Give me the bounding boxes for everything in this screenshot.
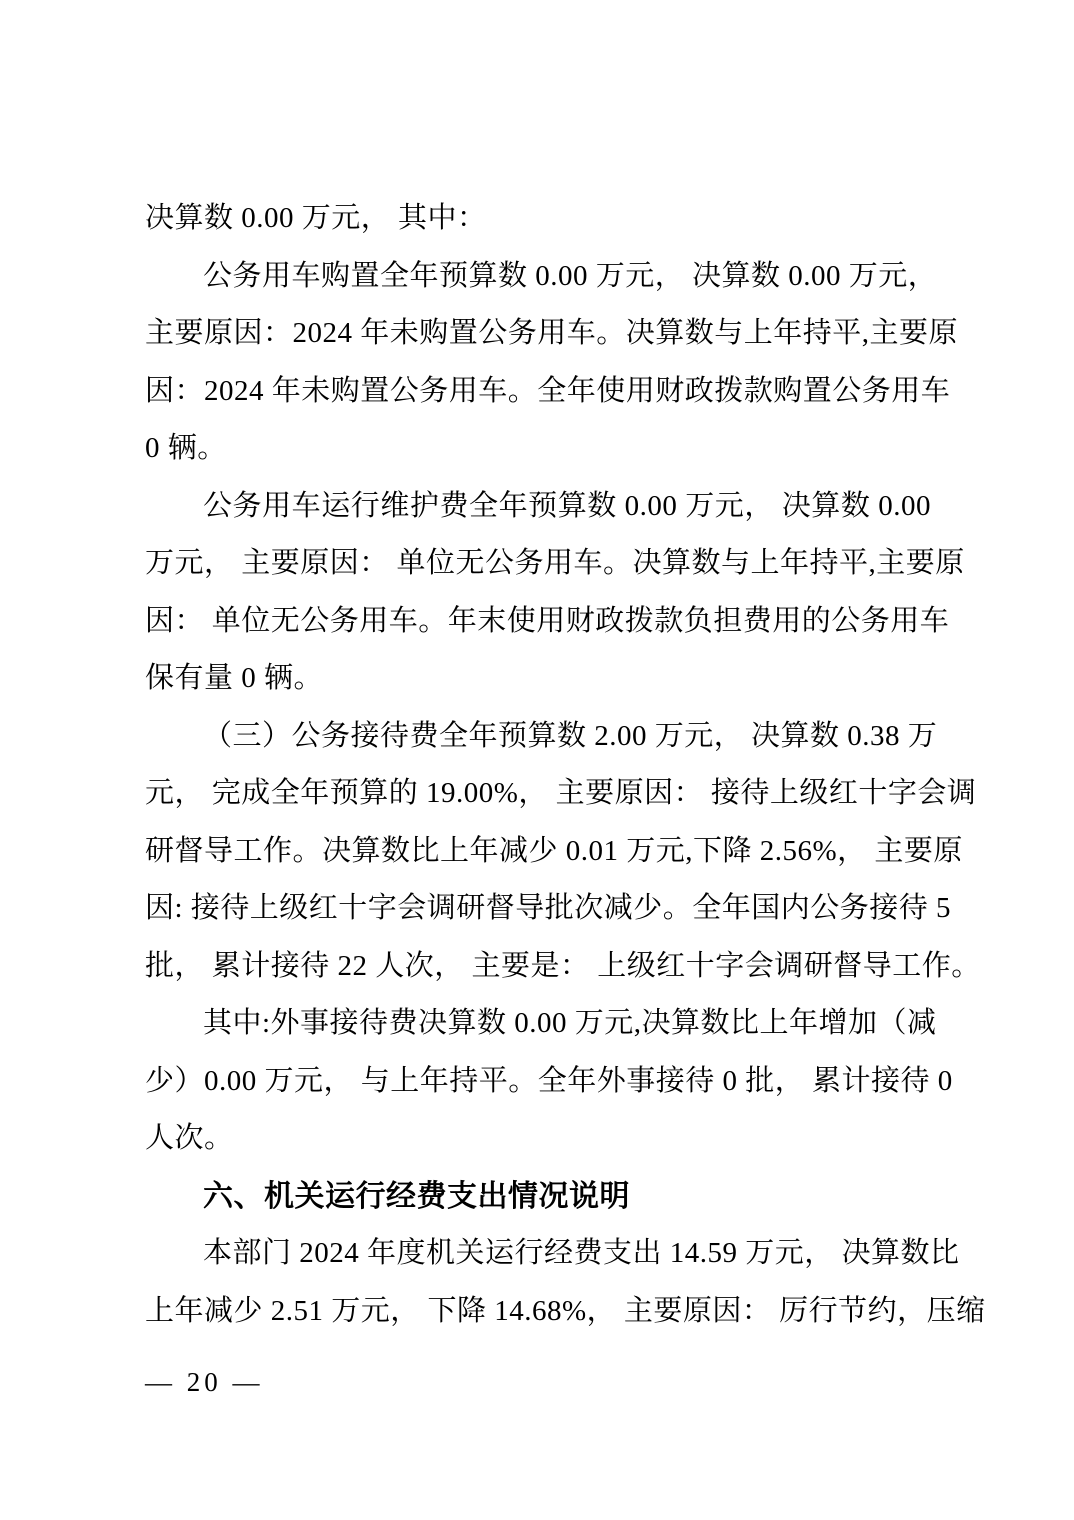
text-line: 研督导工作。决算数比上年减少 0.01 万元,下降 2.56%， 主要原 (145, 834, 963, 867)
text-line: 其中:外事接待费决算数 0.00 万元,决算数比上年增加（减 (203, 1007, 937, 1039)
text-line: 元， 完成全年预算的 19.00%， 主要原因： 接待上级红十字会调 (145, 777, 977, 809)
text-line: 人次。 (145, 1122, 234, 1154)
text-line: 主要原因：2024 年未购置公务用车。决算数与上年持平,主要原 (145, 317, 959, 349)
page-number: — 20 — (145, 1367, 264, 1397)
text-line: 批， 累计接待 22 人次， 主要是： 上级红十字会调研督导工作。 (145, 949, 981, 982)
text-line: （三）公务接待费全年预算数 2.00 万元， 决算数 0.38 万 (203, 719, 938, 752)
text-line: 公务用车运行维护费全年预算数 0.00 万元， 决算数 0.00 (203, 489, 931, 522)
text-line: 决算数 0.00 万元， 其中： (145, 202, 487, 234)
text-line: 少）0.00 万元， 与上年持平。全年外事接待 0 批， 累计接待 0 (145, 1064, 953, 1097)
text-line: 因：2024 年未购置公务用车。全年使用财政拨款购置公务用车 (145, 374, 951, 407)
text-line: 因： 单位无公务用车。年末使用财政拨款负担费用的公务用车 (145, 604, 950, 637)
section-heading: 六、机关运行经费支出情况说明 (203, 1179, 630, 1213)
text-line: 因: 接待上级红十字会调研督导批次减少。全年国内公务接待 5 (145, 892, 952, 924)
document-body (145, 190, 986, 1340)
text-line: 上年减少 2.51 万元， 下降 14.68%， 主要原因： 厉行节约，压缩 (145, 1294, 986, 1327)
text-line: 本部门 2024 年度机关运行经费支出 14.59 万元， 决算数比 (203, 1237, 960, 1269)
text-line: 公务用车购置全年预算数 0.00 万元， 决算数 0.00 万元， (203, 259, 938, 292)
text-line: 保有量 0 辆。 (145, 662, 324, 694)
text-line: 0 辆。 (145, 432, 227, 464)
text-line: 万元， 主要原因： 单位无公务用车。决算数与上年持平,主要原 (145, 547, 965, 579)
